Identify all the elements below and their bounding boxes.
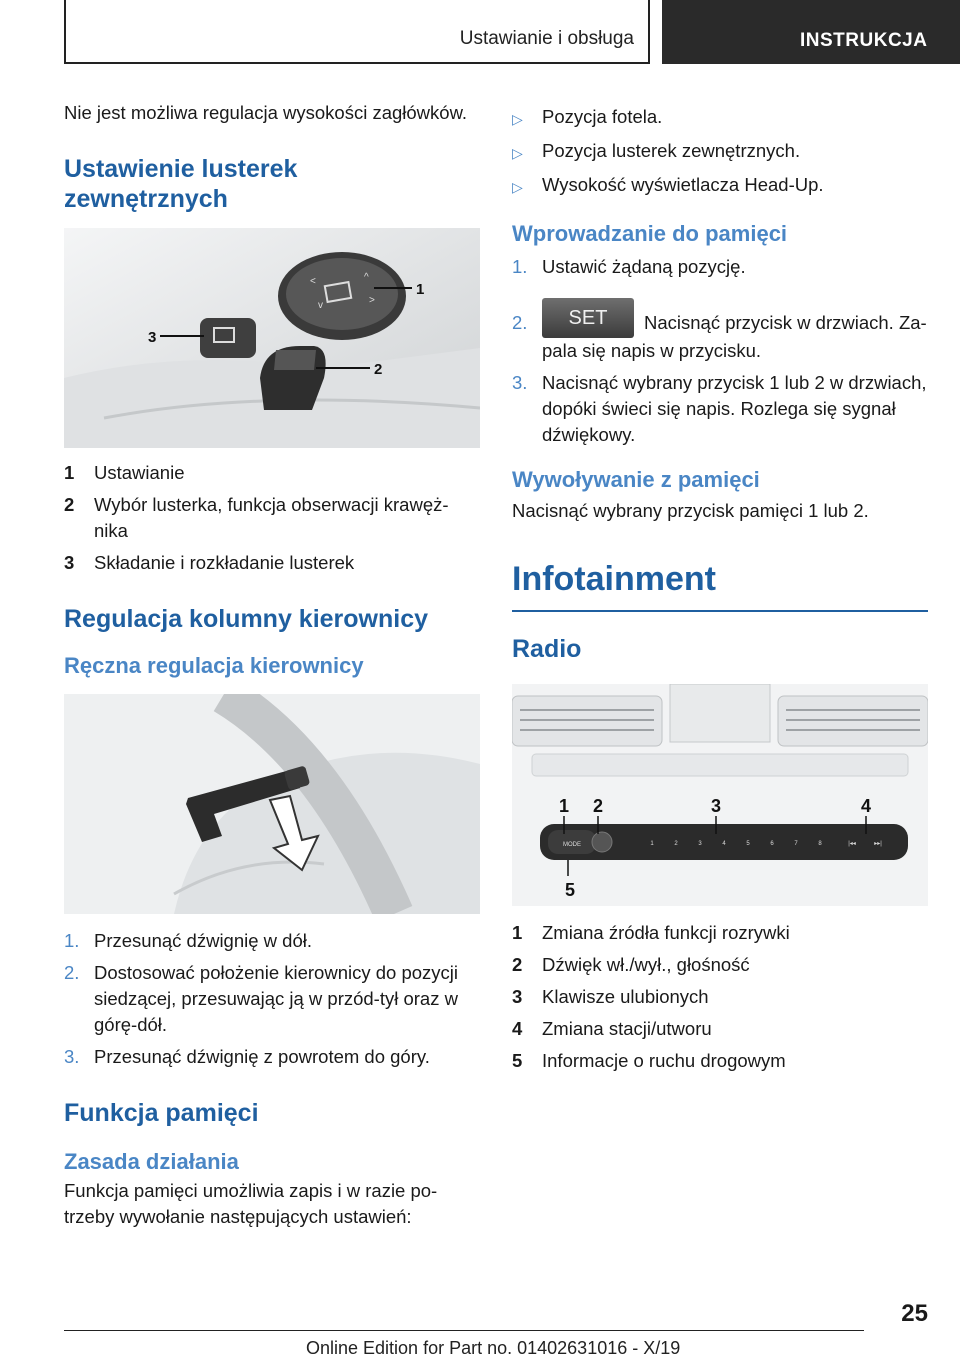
step-text: Przesunąć dźwignię z powrotem do góry. bbox=[94, 1046, 430, 1067]
step-number: 1. bbox=[64, 930, 80, 951]
legend-text: Ustawianie bbox=[94, 462, 185, 483]
bullet-text: Pozycja fotela. bbox=[542, 106, 663, 127]
radio-panel-figure bbox=[512, 684, 928, 906]
header-tab-label: INSTRUKCJA bbox=[800, 30, 928, 51]
legend-text: Wybór lusterka, funkcja obserwacji krawęż-nika bbox=[94, 494, 449, 541]
radio-callout-3: 3 bbox=[710, 796, 722, 817]
recall-heading: Wywoływanie z pamięci bbox=[512, 467, 760, 493]
radio-fav-button-6: 6 bbox=[770, 841, 774, 848]
legend-text: Informacje o ruchu drogowym bbox=[542, 1050, 786, 1072]
radio-callout-5: 5 bbox=[564, 880, 576, 901]
mirrors-heading-line2: zewnętrznych bbox=[64, 185, 228, 213]
store-heading: Wprowadzanie do pamięci bbox=[512, 221, 788, 246]
step-text: Ustawić żądaną pozycję. bbox=[542, 256, 746, 277]
radio-callout-2: 2 bbox=[592, 796, 604, 817]
infotainment-heading: Infotainment bbox=[512, 558, 928, 612]
memory-heading: Funkcja pamięci bbox=[64, 1099, 259, 1127]
svg-text:v: v bbox=[318, 300, 323, 311]
radio-callout-4: 4 bbox=[860, 796, 872, 817]
steering-lever-figure bbox=[64, 694, 480, 914]
step-number: 2. bbox=[512, 312, 528, 333]
radio-fav-button-1: 1 bbox=[650, 841, 654, 848]
memory-settings-list bbox=[512, 104, 928, 200]
store-steps bbox=[512, 254, 928, 448]
bullet-icon: ▷ bbox=[512, 179, 523, 195]
legend-text: Klawisze ulubionych bbox=[542, 986, 709, 1008]
legend-item bbox=[512, 920, 928, 946]
svg-text:^: ^ bbox=[364, 272, 369, 283]
bullet-icon: ▷ bbox=[512, 111, 523, 127]
legend-item bbox=[64, 550, 480, 576]
mirror-callout-3: 3 bbox=[148, 329, 157, 346]
legend-number: 3 bbox=[64, 552, 75, 573]
radio-fav-button-8: 8 bbox=[818, 841, 822, 848]
steering-heading: Regulacja kolumny kierownicy bbox=[64, 605, 429, 633]
bullet-icon: ▷ bbox=[512, 145, 523, 161]
legend-item bbox=[512, 1016, 928, 1042]
step-text: Nacisnąć przycisk w drzwiach. Za-pala się napis w przycisku. bbox=[542, 312, 927, 362]
step-number: 3. bbox=[64, 1046, 80, 1067]
step-item bbox=[512, 254, 928, 280]
legend-text: Dźwięk wł./wył., głośność bbox=[542, 954, 750, 976]
step-text: Dostosować położenie kierownicy do pozycji siedzącej, przesuwając ją w przód-tył oraz w górę-dół. bbox=[94, 962, 459, 1035]
mirror-control-figure bbox=[64, 228, 480, 448]
legend-number: 4 bbox=[512, 1018, 523, 1040]
svg-text:>: > bbox=[369, 295, 375, 306]
legend-item bbox=[64, 460, 480, 486]
step-text: Przesunąć dźwignię w dół. bbox=[94, 930, 312, 951]
step-item bbox=[64, 928, 480, 954]
mirrors-heading-line1: Ustawienie lusterek bbox=[64, 155, 298, 183]
radio-heading: Radio bbox=[512, 635, 582, 664]
step-text-wrap bbox=[542, 298, 928, 364]
steering-subheading: Ręczna regulacja kierownicy bbox=[64, 653, 364, 678]
legend-item bbox=[512, 1048, 928, 1074]
header-tab bbox=[662, 0, 960, 64]
headrest-note: Nie jest możliwa regulacja wysokości zagłówków. bbox=[64, 102, 468, 123]
recall-text: Nacisnąć wybrany przycisk pamięci 1 lub 2. bbox=[512, 500, 869, 522]
radio-fav-button-5: 5 bbox=[746, 841, 750, 848]
step-number: 1. bbox=[512, 256, 528, 277]
step-text: Nacisnąć wybrany przycisk 1 lub 2 w drzwiach, dopóki świeci się napis. Rozlega się sygnał dźwiękowy. bbox=[542, 372, 927, 446]
legend-number: 2 bbox=[512, 954, 523, 976]
mirrors-heading bbox=[64, 154, 480, 214]
legend-number: 1 bbox=[64, 462, 75, 483]
radio-fav-button-7: 7 bbox=[794, 841, 798, 848]
step-number: 3. bbox=[512, 372, 528, 394]
footer-divider bbox=[64, 1330, 864, 1331]
legend-text: Składanie i rozkładanie lusterek bbox=[94, 552, 355, 573]
bullet-item bbox=[512, 104, 928, 132]
bullet-item bbox=[512, 138, 928, 166]
memory-description: Funkcja pamięci umożliwia zapis i w razie po-trzeby wywołanie następujących ustawień: bbox=[64, 1180, 438, 1227]
steering-steps bbox=[64, 928, 480, 1070]
svg-text:|◂◂: |◂◂ bbox=[848, 841, 856, 848]
legend-number: 2 bbox=[64, 494, 75, 515]
step-item bbox=[64, 1044, 480, 1070]
step-number: 2. bbox=[64, 962, 80, 983]
header-section-box bbox=[64, 0, 650, 64]
right-column bbox=[512, 104, 928, 1080]
legend-item bbox=[512, 952, 928, 978]
legend-text: Zmiana stacji/utworu bbox=[542, 1018, 712, 1040]
memory-subheading: Zasada działania bbox=[64, 1149, 239, 1174]
legend-text: Zmiana źródła funkcji rozrywki bbox=[542, 922, 790, 944]
radio-fav-button-2: 2 bbox=[674, 841, 678, 848]
legend-item bbox=[64, 492, 480, 544]
mirror-callout-2: 2 bbox=[374, 361, 383, 378]
step-item bbox=[512, 370, 928, 448]
radio-fav-button-4: 4 bbox=[722, 841, 726, 848]
bullet-text: Pozycja lusterek zewnętrznych. bbox=[542, 140, 801, 161]
legend-item bbox=[512, 984, 928, 1010]
mirror-callout-1: 1 bbox=[416, 281, 425, 298]
set-button-icon: SET bbox=[542, 298, 634, 338]
legend-number: 1 bbox=[512, 922, 523, 944]
radio-mode-label: MODE bbox=[563, 842, 581, 849]
mirror-legend bbox=[64, 460, 480, 576]
svg-text:▸▸|: ▸▸| bbox=[874, 841, 882, 848]
footer-edition: Online Edition for Part no. 01402631016 - X/19 bbox=[306, 1338, 681, 1358]
step-item bbox=[64, 960, 480, 1038]
step-item bbox=[512, 298, 928, 364]
bullet-text: Wysokość wyświetlacza Head-Up. bbox=[542, 174, 824, 195]
svg-text:<: < bbox=[310, 276, 316, 287]
radio-fav-button-3: 3 bbox=[698, 841, 702, 848]
radio-callout-1: 1 bbox=[558, 796, 570, 817]
header-section-title: Ustawianie i obsługa bbox=[459, 28, 634, 49]
bullet-item bbox=[512, 172, 928, 200]
page-number: 25 bbox=[901, 1300, 928, 1327]
legend-number: 3 bbox=[512, 986, 523, 1008]
left-column bbox=[64, 100, 480, 1230]
legend-number: 5 bbox=[512, 1050, 523, 1072]
radio-legend bbox=[512, 920, 928, 1074]
